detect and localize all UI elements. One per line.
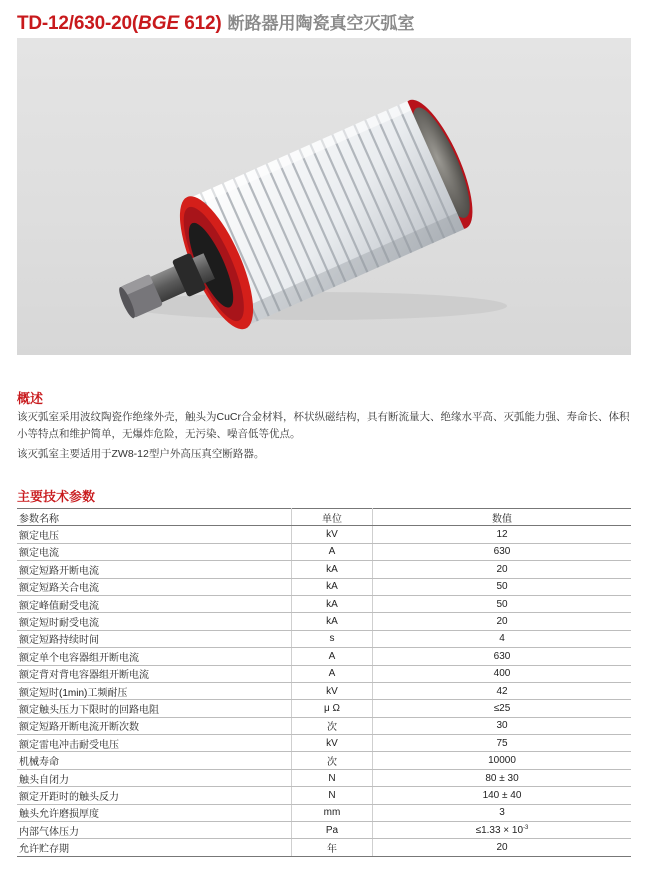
param-value: 50 [373,578,632,595]
param-unit: kA [292,613,373,630]
param-value: 75 [373,735,632,752]
param-name: 额定短路持续时间 [17,630,292,647]
param-name: 触头允许磨损厚度 [17,804,292,821]
param-unit: Pa [292,822,373,839]
page-title [17,9,414,35]
param-name: 额定雷电冲击耐受电压 [17,735,292,752]
overview-heading: 概述 [17,391,44,406]
param-value: 4 [373,630,632,647]
param-unit: kA [292,561,373,578]
param-unit: A [292,648,373,665]
param-unit: 次 [292,752,373,769]
vacuum-interrupter-illustration [17,38,631,355]
param-name: 额定电流 [17,543,292,560]
param-unit: kV [292,682,373,699]
model-suffix: 612) [179,13,222,34]
spec-table [17,508,631,857]
table-row [17,613,631,630]
param-name: 额定短时(1min)工频耐压 [17,682,292,699]
header-unit: 单位 [292,509,373,526]
table-row [17,717,631,734]
specs-heading: 主要技术参数 [17,489,96,504]
param-value: 20 [373,561,632,578]
table-row [17,595,631,612]
param-unit: kV [292,735,373,752]
table-row [17,630,631,647]
product-description: 断路器用陶瓷真空灭弧室 [227,14,415,33]
param-unit: 年 [292,839,373,856]
param-unit: A [292,543,373,560]
application-paragraph: 该灭弧室主要适用于ZW8-12型户外高压真空断路器。 [17,448,265,460]
param-name: 内部气体压力 [17,822,292,839]
table-row [17,769,631,786]
param-name: 允许贮存期 [17,839,292,856]
param-value: 20 [373,613,632,630]
table-row [17,648,631,665]
param-name: 机械寿命 [17,752,292,769]
param-name: 触头自闭力 [17,769,292,786]
param-unit: kV [292,526,373,543]
param-value: ≤25 [373,700,632,717]
overview-paragraph: 该灭弧室采用波纹陶瓷作绝缘外壳，触头为CuCr合金材料，杯状纵磁结构，具有断流量大、绝缘水平高、灭弧能力强、寿命长、体积小等特点和维护简单，无爆炸危险，无污染、噪音低等优点。 [17,411,630,440]
table-row [17,561,631,578]
param-unit: kA [292,595,373,612]
product-photo [17,38,631,355]
param-value: 400 [373,665,632,682]
table-row [17,839,631,856]
spec-table-header [17,509,631,526]
param-value: 140 ± 40 [373,787,632,804]
param-unit: A [292,665,373,682]
param-value: 630 [373,543,632,560]
table-row [17,543,631,560]
param-value: $\le 1.33 \times 10^{-3}$ [373,822,632,839]
param-unit: mm [292,804,373,821]
model-number: TD-12/630-20( [17,13,138,34]
header-param: 参数名称 [17,509,292,526]
header-value: 数值 [373,509,632,526]
param-unit: s [292,630,373,647]
param-value: 3 [373,804,632,821]
param-value: 42 [373,682,632,699]
param-name: 额定触头压力下限时的回路电阻 [17,700,292,717]
table-row [17,700,631,717]
param-unit: N [292,787,373,804]
param-name: 额定短路开断电流 [17,561,292,578]
param-unit: μ Ω [292,700,373,717]
param-name: 额定开距时的触头反力 [17,787,292,804]
param-name: 额定短时耐受电流 [17,613,292,630]
pressure-exponent: -3 [523,824,529,831]
param-name: 额定峰值耐受电流 [17,595,292,612]
table-row [17,578,631,595]
table-row [17,665,631,682]
param-value: 630 [373,648,632,665]
param-value: 20 [373,839,632,856]
param-name: 额定背对背电容器组开断电流 [17,665,292,682]
param-name: 额定电压 [17,526,292,543]
table-row [17,735,631,752]
param-name: 额定单个电容器组开断电流 [17,648,292,665]
param-value: 80 ± 30 [373,769,632,786]
param-unit: kA [292,578,373,595]
table-row [17,804,631,821]
table-row [17,822,631,839]
param-value: 12 [373,526,632,543]
table-row [17,752,631,769]
param-unit: N [292,769,373,786]
brand-mark: BGE [137,13,180,34]
param-value: 50 [373,595,632,612]
param-name: 额定短路关合电流 [17,578,292,595]
table-row [17,526,631,543]
param-value: 30 [373,717,632,734]
param-name: 额定短路开断电流开断次数 [17,717,292,734]
table-row [17,682,631,699]
param-unit: 次 [292,717,373,734]
param-value: 10000 [373,752,632,769]
table-row [17,787,631,804]
